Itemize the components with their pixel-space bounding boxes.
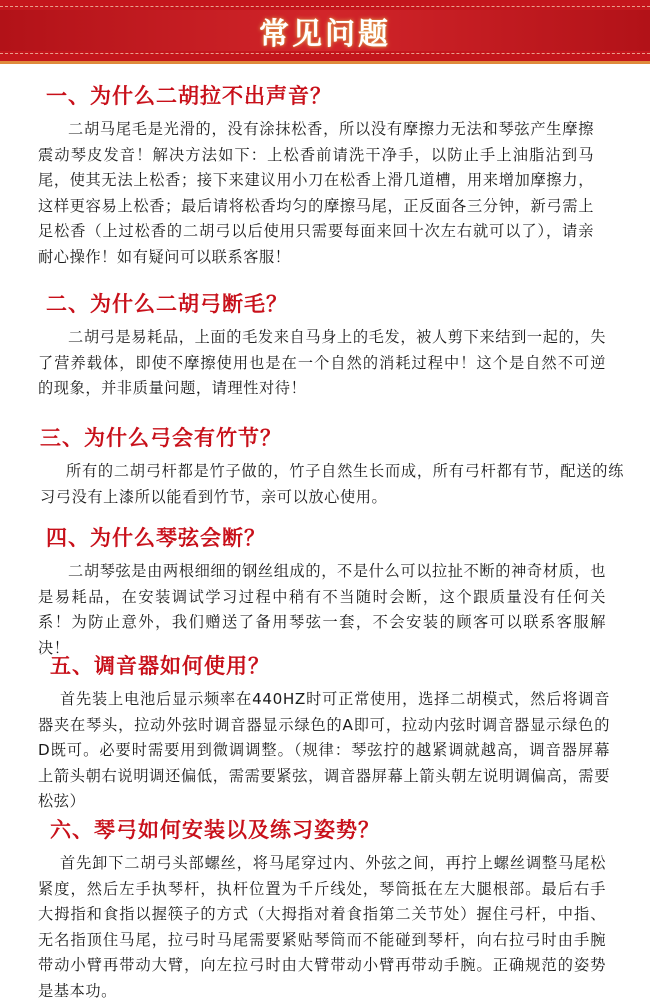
faq-item-6 — [0, 816, 650, 1004]
faq-item-2 — [0, 290, 650, 402]
faq-item-5 — [0, 652, 650, 815]
faq-answer: 二胡马尾毛是光滑的，没有涂抹松香，所以没有摩擦力无法和琴弦产生摩擦震动琴皮发音！解决方法如下：上松香前请洗干净手，以防止手上油脂沾到马尾，使其无法上松香；接下来建议用小刀在松香上滑几道槽，用来增加摩擦力，这样更容易上松香；最后请将松香均匀的摩擦马尾，正反面各三分钟，新弓需上足松香（上过松香的二胡弓以后使用只需要每面来回十次左右就可以了），请亲耐心操作！如有疑问可以联系客服！ — [38, 120, 594, 266]
faq-question: 一、为什么二胡拉不出声音？ — [46, 84, 332, 108]
faq-item-1 — [0, 82, 650, 270]
faq-item-3 — [0, 424, 650, 510]
header-banner — [0, 0, 650, 64]
faq-question: 三、为什么弓会有竹节？ — [40, 426, 282, 450]
faq-answer: 二胡琴弦是由两根细细的钢丝组成的，不是什么可以拉扯不断的神奇材质，也是易耗品，在安装调试学习过程中稍有不当随时会断，这个跟质量没有任何关系！为防止意外，我们赠送了备用琴弦一套，不会安装的顾客可以联系客服解决！ — [38, 562, 606, 657]
page-title: 常见问题 — [259, 16, 391, 52]
faq-question: 四、为什么琴弦会断？ — [46, 526, 266, 550]
faq-answer: 二胡弓是易耗品，上面的毛发来自马身上的毛发，被人剪下来结到一起的，失了营养载体，即使不摩擦使用也是在一个自然的消耗过程中！这个是自然不可逆的现象，并非质量问题，请理性对待！ — [38, 328, 606, 397]
faq-question: 五、调音器如何使用？ — [50, 654, 270, 678]
faq-question: 二、为什么二胡弓断毛？ — [46, 292, 288, 316]
faq-item-4 — [0, 524, 650, 661]
faq-question: 六、琴弓如何安装以及练习姿势？ — [50, 818, 380, 842]
faq-answer: 首先装上电池后显示频率在440HZ时可正常使用，选择二胡模式，然后将调音器夹在琴头，拉动外弦时调音器显示绿色的A即可，拉动内弦时调音器显示绿色的D既可。必要时需要用到微调调整。（规律：琴弦拧的越紧调就越高，调音器屏幕上箭头朝右说明调还偏低，需需要紧弦，调音器屏幕上箭头朝左说明调偏高，需要松弦） — [38, 690, 610, 810]
faq-answer: 所有的二胡弓杆都是竹子做的，竹子自然生长而成，所有弓杆都有节，配送的练习弓没有上漆所以能看到竹节，亲可以放心使用。 — [40, 462, 624, 506]
faq-answer: 首先卸下二胡弓头部螺丝，将马尾穿过内、外弦之间，再拧上螺丝调整马尾松紧度，然后左手执琴杆，执杆位置为千斤线处，琴筒抵在左大腿根部。最后右手大拇指和食指以握筷子的方式（大拇指对着食指第二关节处）握住弓杆，中指、无名指顶住马尾，拉弓时马尾需要紧贴琴筒而不能碰到琴杆，向右拉弓时由手腕带动小臂再带动大臂，向左拉弓时由大臂带动小臂再带动手腕。正确规范的姿势是基本功。 — [38, 854, 606, 1000]
